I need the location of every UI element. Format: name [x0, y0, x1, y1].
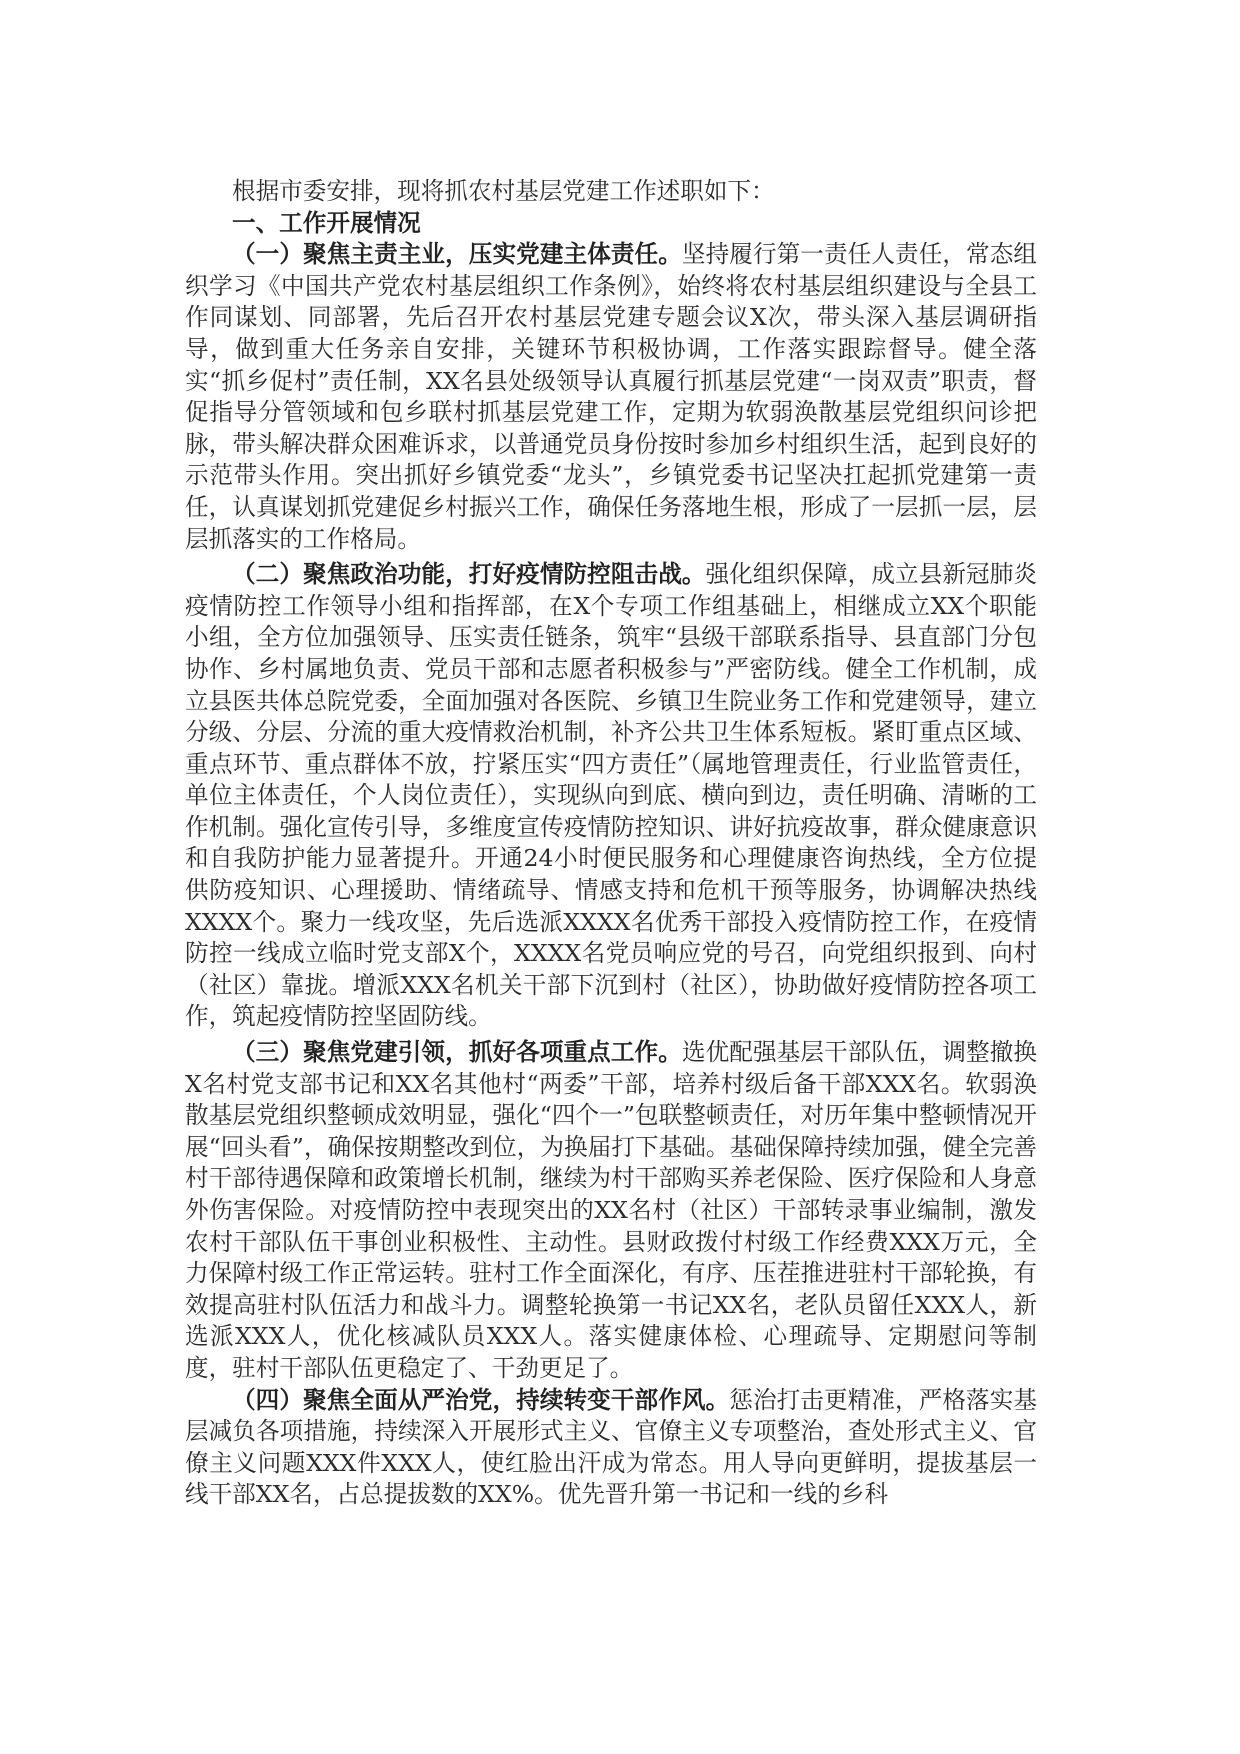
paragraph-2-body: 强化组织保障，成立县新冠肺炎疫情防控工作领导小组和指挥部，在X个专项工作组基础上，相继成立XX个职能小组，全方位加强领导、压实责任链条，筑牢“县级干部联系指导、县直部门分包协作、乡村属地负责、党员干部和志愿者积极参与”严密防线。健全工作机制，成立县医共体总院党委，全面加强对各医院、乡镇卫生院业务工作和党建领导，建立分级、分层、分流的重大疫情救治机制，补齐公共卫生体系短板。紧盯重点区域、重点环节、重点群体不放，拧紧压实“四方责任”（属地管理责任，行业监管责任，单位主体责任，个人岗位责任），实现纵向到底、横向到边，责任明确、清晰的工作机制。强化宣传引导，多维度宣传疫情防控知识、讲好抗疫故事，群众健康意识和自我防护能力显著提升。开通24小时便民服务和心理健康咨询热线，全方位提供防疫知识、心理援助、情绪疏导、情感支持和危机干预等服务，协调解决热线XXXX个。聚力一线攻坚，先后选派XXXX名优秀干部投入疫情防控工作，在疫情防控一线成立临时党支部X个，XXXX名党员响应党的号召，向党组织报到、向村（社区）靠拢。增派XXX名机关干部下沉到村（社区），协助做好疫情防控各项工作，筑起疫情防控坚固防线。 — [185, 560, 1037, 1031]
paragraph-1 — [185, 239, 1037, 555]
paragraph-3-lead: （三）聚焦党建引领，抓好各项重点工作。 — [232, 1038, 682, 1067]
intro-paragraph: 根据市委安排，现将抓农村基层党建工作述职如下： — [232, 177, 775, 205]
paragraph-1-body: 坚持履行第一责任人责任，常态组织学习《中国共产党农村基层组织工作条例》，始终将农村基层组织建设与全县工作同谋划、同部署，先后召开农村基层党建专题会议X次，带头深入基层调研指导，做到重大任务亲自安排，关键环节积极协调，工作落实跟踪督导。健全落实“抓乡促村”责任制，XX名县处级领导认真履行抓基层党建“一岗双责”职责，督促指导分管领域和包乡联村抓基层党建工作，定期为软弱涣散基层党组织问诊把脉，带头解决群众困难诉求，以普通党员身份按时参加乡村组织生活，起到良好的示范带头作用。突出抓好乡镇党委“龙头”，乡镇党委书记坚决扛起抓党建第一责任，认真谋划抓党建促乡村振兴工作，确保任务落地生根，形成了一层抓一层，层层抓落实的工作格局。 — [185, 240, 1038, 553]
paragraph-4-lead: （四）聚焦全面从严治党，持续转变干部作风。 — [232, 1385, 730, 1414]
paragraph-4 — [185, 1385, 1037, 1511]
paragraph-2 — [185, 559, 1037, 1033]
paragraph-3 — [185, 1037, 1037, 1385]
paragraph-3-body: 选优配强基层干部队伍，调整撤换X名村党支部书记和XX名其他村“两委”干部，培养村级后备干部XXX名。软弱涣散基层党组织整顿成效明显，强化“四个一”包联整顿责任，对历年集中整顿情况开展“回头看”，确保按期整改到位，为换届打下基础。基础保障持续加强，健全完善村干部待遇保障和政策增长机制，继续为村干部购买养老保险、医疗保险和人身意外伤害保险。对疫情防控中表现突出的XX名村（社区）干部转录事业编制，激发农村干部队伍干事创业积极性、主动性。县财政拨付村级工作经费XXX万元，全力保障村级工作正常运转。驻村工作全面深化，有序、压茬推进驻村干部轮换，有效提高驻村队伍活力和战斗力。调整轮换第一书记XX名，老队员留任XXX人，新选派XXX人，优化核减队员XXX人。落实健康体检、心理疏导、定期慰问等制度，驻村干部队伍更稳定了、干劲更足了。 — [185, 1038, 1038, 1382]
document-page — [185, 176, 1037, 1511]
section-heading: 一、工作开展情况 — [232, 208, 421, 237]
paragraph-1-lead: （一）聚焦主责主业，压实党建主体责任。 — [232, 240, 682, 269]
paragraph-4-body: 惩治打击更精准，严格落实基层减负各项措施，持续深入开展形式主义、官僚主义专项整治，查处形式主义、官僚主义问题XXX件XXX人，使红脸出汗成为常态。用人导向更鲜明，提拔基层一线干部XX名，占总提拔数的XX%。优先晋升第一书记和一线的乡科 — [185, 1385, 1038, 1509]
paragraph-2-lead: （二）聚焦政治功能，打好疫情防控阻击战。 — [232, 560, 706, 589]
